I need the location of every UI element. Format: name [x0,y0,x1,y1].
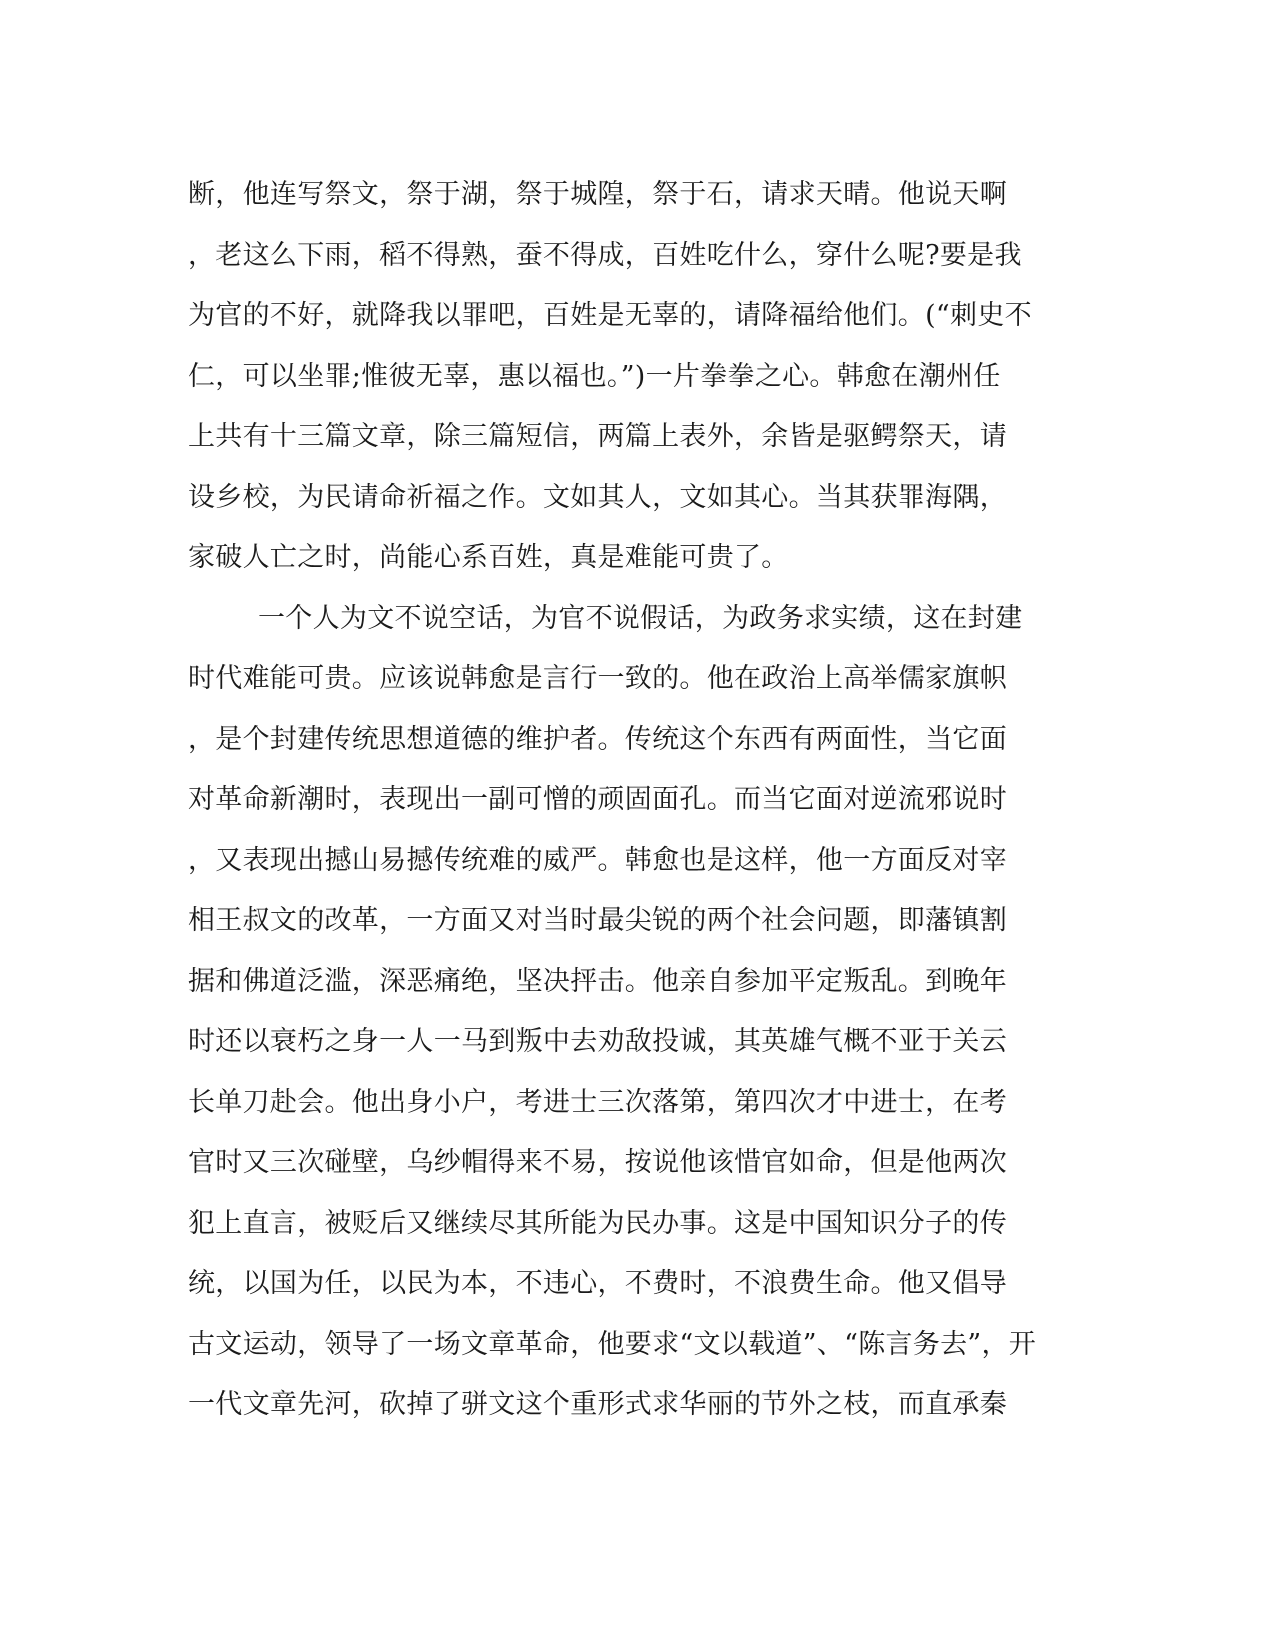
text-line: 一代文章先河，砍掉了骈文这个重形式求华丽的节外之枝，而直承秦 [188,1389,1007,1420]
text-line: ，是个封建传统思想道德的维护者。传统这个东西有两面性，当它面 [188,723,1007,755]
text-line: 官时又三次碰壁，乌纱帽得来不易，按说他该惜官如命，但是他两次 [188,1147,1007,1178]
body-text [188,165,1088,1436]
text-line: 对革命新潮时，表现出一副可憎的顽固面孔。而当它面对逆流邪说时 [188,784,1007,815]
text-line: 犯上直言，被贬后又继续尽其所能为民办事。这是中国知识分子的传 [188,1207,1007,1239]
text-line: 设乡校，为民请命祈福之作。文如其人，文如其心。当其获罪海隅， [188,481,1007,513]
text-line: 据和佛道泛滥，深恶痛绝，坚决抨击。他亲自参加平定叛乱。到晚年 [188,965,1007,997]
text-line: 家破人亡之时，尚能心系百姓，真是难能可贵了。 [188,542,789,573]
text-line: 相王叔文的改革，一方面又对当时最尖锐的两个社会问题，即藩镇割 [188,905,1007,936]
paragraph-start-line: 一个人为文不说空话，为官不说假话，为政务求实绩，这在封建 [258,602,1023,634]
text-line: 时还以衰朽之身一人一马到叛中去劝敌投诚，其英雄气概不亚于关云 [188,1026,1007,1057]
text-line: 古文运动，领导了一场文章革命，他要求“文以载道”、“陈言务去”，开 [188,1328,1037,1360]
text-line: ，又表现出撼山易撼传统难的威严。韩愈也是这样，他一方面反对宰 [188,844,1007,876]
text-line: 上共有十三篇文章，除三篇短信，两篇上表外，余皆是驱鳄祭天，请 [188,421,1007,452]
text-line: 仁，可以坐罪;惟彼无辜，惠以福也。”)一片拳拳之心。韩愈在潮州任 [188,360,1001,392]
text-line: ，老这么下雨，稻不得熟，蚕不得成，百姓吃什么，穿什么呢?要是我 [188,239,1022,271]
text-line: 时代难能可贵。应该说韩愈是言行一致的。他在政治上高举儒家旗帜 [188,663,1007,694]
text-line: 统，以国为任，以民为本，不违心，不费时，不浪费生命。他又倡导 [188,1268,1007,1299]
text-line: 长单刀赴会。他出身小户，考进士三次落第，第四次才中进士，在考 [188,1086,1007,1118]
text-line: 为官的不好，就降我以罪吧，百姓是无辜的，请降福给他们。(“刺史不 [188,300,1032,331]
text-line: 断，他连写祭文，祭于湖，祭于城隍，祭于石，请求天晴。他说天啊 [188,179,1007,210]
